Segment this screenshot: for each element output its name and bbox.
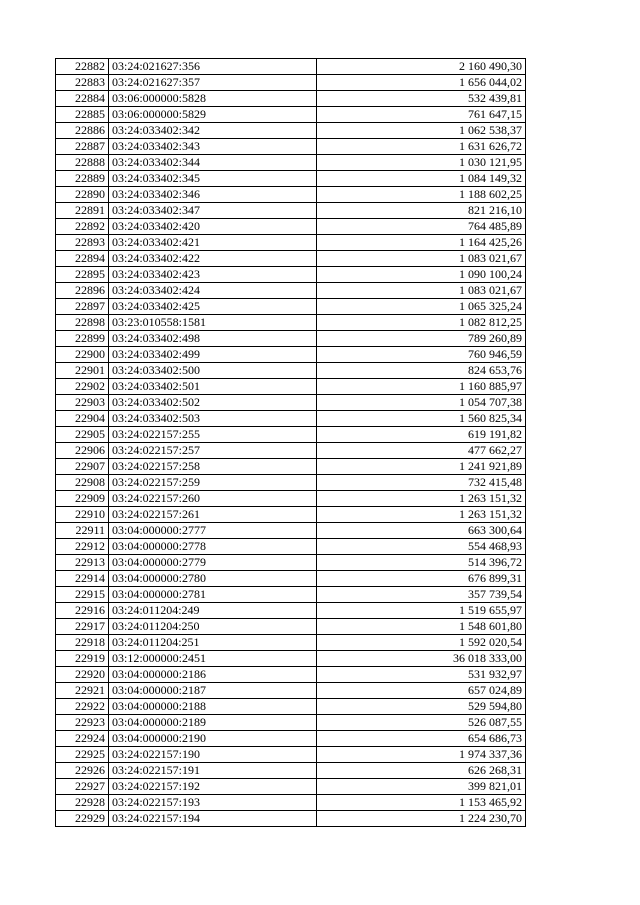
value-cell: 529 594,80	[317, 699, 526, 715]
value-cell: 1 164 425,26	[317, 235, 526, 251]
row-number-cell: 22911	[56, 523, 109, 539]
table-row	[56, 107, 526, 123]
table-row	[56, 155, 526, 171]
value-cell: 1 083 021,67	[317, 283, 526, 299]
row-number-cell: 22903	[56, 395, 109, 411]
table-row	[56, 667, 526, 683]
value-cell: 1 090 100,24	[317, 267, 526, 283]
row-number-cell: 22900	[56, 347, 109, 363]
value-cell: 357 739,54	[317, 587, 526, 603]
table-row	[56, 443, 526, 459]
row-number-cell: 22924	[56, 731, 109, 747]
row-number-cell: 22917	[56, 619, 109, 635]
cadastral-number-cell: 03:24:033402:500	[109, 363, 317, 379]
row-number-cell: 22925	[56, 747, 109, 763]
value-cell: 554 468,93	[317, 539, 526, 555]
cadastral-number-cell: 03:04:000000:2186	[109, 667, 317, 683]
table-row	[56, 363, 526, 379]
row-number-cell: 22902	[56, 379, 109, 395]
row-number-cell: 22920	[56, 667, 109, 683]
row-number-cell: 22923	[56, 715, 109, 731]
row-number-cell: 22886	[56, 123, 109, 139]
table-row	[56, 459, 526, 475]
value-cell: 1 263 151,32	[317, 507, 526, 523]
cadastral-number-cell: 03:06:000000:5828	[109, 91, 317, 107]
value-cell: 1 160 885,97	[317, 379, 526, 395]
cadastral-number-cell: 03:04:000000:2190	[109, 731, 317, 747]
cadastral-number-cell: 03:24:022157:192	[109, 779, 317, 795]
cadastral-number-cell: 03:24:033402:342	[109, 123, 317, 139]
table-row	[56, 651, 526, 667]
table-row	[56, 763, 526, 779]
value-cell: 1 263 151,32	[317, 491, 526, 507]
row-number-cell: 22918	[56, 635, 109, 651]
value-cell: 532 439,81	[317, 91, 526, 107]
row-number-cell: 22912	[56, 539, 109, 555]
value-cell: 760 946,59	[317, 347, 526, 363]
cadastral-number-cell: 03:24:022157:255	[109, 427, 317, 443]
table-row	[56, 539, 526, 555]
cadastral-number-cell: 03:24:022157:259	[109, 475, 317, 491]
value-cell: 36 018 333,00	[317, 651, 526, 667]
cadastral-number-cell: 03:24:033402:420	[109, 219, 317, 235]
table-row	[56, 187, 526, 203]
row-number-cell: 22885	[56, 107, 109, 123]
value-cell: 1 084 149,32	[317, 171, 526, 187]
row-number-cell: 22927	[56, 779, 109, 795]
value-cell: 1 560 825,34	[317, 411, 526, 427]
table-row	[56, 715, 526, 731]
cadastral-number-cell: 03:04:000000:2780	[109, 571, 317, 587]
value-cell: 1 519 655,97	[317, 603, 526, 619]
cadastral-number-cell: 03:24:033402:343	[109, 139, 317, 155]
row-number-cell: 22919	[56, 651, 109, 667]
value-cell: 663 300,64	[317, 523, 526, 539]
table-row	[56, 123, 526, 139]
table-row	[56, 59, 526, 75]
cadastral-number-cell: 03:24:033402:502	[109, 395, 317, 411]
row-number-cell: 22896	[56, 283, 109, 299]
cadastral-number-cell: 03:24:033402:499	[109, 347, 317, 363]
value-cell: 531 932,97	[317, 667, 526, 683]
data-table	[55, 58, 526, 827]
table-row	[56, 603, 526, 619]
table-row	[56, 491, 526, 507]
row-number-cell: 22909	[56, 491, 109, 507]
table-row	[56, 571, 526, 587]
cadastral-number-cell: 03:24:033402:503	[109, 411, 317, 427]
cadastral-number-cell: 03:24:033402:423	[109, 267, 317, 283]
cadastral-number-cell: 03:04:000000:2187	[109, 683, 317, 699]
value-cell: 764 485,89	[317, 219, 526, 235]
table-row	[56, 171, 526, 187]
value-cell: 1 062 538,37	[317, 123, 526, 139]
table-row	[56, 587, 526, 603]
row-number-cell: 22913	[56, 555, 109, 571]
row-number-cell: 22929	[56, 811, 109, 827]
table-row	[56, 75, 526, 91]
cadastral-number-cell: 03:23:010558:1581	[109, 315, 317, 331]
value-cell: 1 548 601,80	[317, 619, 526, 635]
value-cell: 526 087,55	[317, 715, 526, 731]
cadastral-number-cell: 03:24:011204:251	[109, 635, 317, 651]
table-body	[56, 59, 526, 827]
value-cell: 1 656 044,02	[317, 75, 526, 91]
cadastral-number-cell: 03:24:022157:261	[109, 507, 317, 523]
value-cell: 824 653,76	[317, 363, 526, 379]
table-row	[56, 699, 526, 715]
table-row	[56, 747, 526, 763]
row-number-cell: 22897	[56, 299, 109, 315]
table-row	[56, 315, 526, 331]
table-row	[56, 779, 526, 795]
value-cell: 1 082 812,25	[317, 315, 526, 331]
row-number-cell: 22883	[56, 75, 109, 91]
value-cell: 626 268,31	[317, 763, 526, 779]
row-number-cell: 22888	[56, 155, 109, 171]
cadastral-number-cell: 03:24:022157:260	[109, 491, 317, 507]
value-cell: 1 083 021,67	[317, 251, 526, 267]
table-row	[56, 731, 526, 747]
cadastral-number-cell: 03:24:022157:191	[109, 763, 317, 779]
row-number-cell: 22892	[56, 219, 109, 235]
row-number-cell: 22928	[56, 795, 109, 811]
value-cell: 477 662,27	[317, 443, 526, 459]
value-cell: 657 024,89	[317, 683, 526, 699]
value-cell: 1 974 337,36	[317, 747, 526, 763]
value-cell: 1 241 921,89	[317, 459, 526, 475]
table-row	[56, 219, 526, 235]
row-number-cell: 22906	[56, 443, 109, 459]
table-row	[56, 91, 526, 107]
cadastral-number-cell: 03:24:033402:498	[109, 331, 317, 347]
cadastral-number-cell: 03:24:022157:190	[109, 747, 317, 763]
row-number-cell: 22915	[56, 587, 109, 603]
cadastral-number-cell: 03:04:000000:2189	[109, 715, 317, 731]
row-number-cell: 22916	[56, 603, 109, 619]
value-cell: 2 160 490,30	[317, 59, 526, 75]
row-number-cell: 22884	[56, 91, 109, 107]
row-number-cell: 22882	[56, 59, 109, 75]
value-cell: 1 224 230,70	[317, 811, 526, 827]
cadastral-number-cell: 03:24:033402:344	[109, 155, 317, 171]
table-row	[56, 331, 526, 347]
cadastral-number-cell: 03:24:011204:249	[109, 603, 317, 619]
cadastral-number-cell: 03:04:000000:2188	[109, 699, 317, 715]
table-row	[56, 507, 526, 523]
cadastral-number-cell: 03:24:033402:424	[109, 283, 317, 299]
row-number-cell: 22895	[56, 267, 109, 283]
cadastral-number-cell: 03:24:033402:501	[109, 379, 317, 395]
cadastral-number-cell: 03:24:022157:258	[109, 459, 317, 475]
row-number-cell: 22905	[56, 427, 109, 443]
row-number-cell: 22887	[56, 139, 109, 155]
value-cell: 789 260,89	[317, 331, 526, 347]
cadastral-number-cell: 03:24:022157:193	[109, 795, 317, 811]
row-number-cell: 22921	[56, 683, 109, 699]
cadastral-number-cell: 03:04:000000:2781	[109, 587, 317, 603]
row-number-cell: 22922	[56, 699, 109, 715]
table-row	[56, 299, 526, 315]
cadastral-number-cell: 03:24:022157:194	[109, 811, 317, 827]
cadastral-number-cell: 03:24:033402:425	[109, 299, 317, 315]
table-row	[56, 203, 526, 219]
row-number-cell: 22898	[56, 315, 109, 331]
cadastral-number-cell: 03:24:021627:357	[109, 75, 317, 91]
cadastral-number-cell: 03:12:000000:2451	[109, 651, 317, 667]
table-row	[56, 555, 526, 571]
cadastral-number-cell: 03:24:022157:257	[109, 443, 317, 459]
value-cell: 732 415,48	[317, 475, 526, 491]
value-cell: 1 030 121,95	[317, 155, 526, 171]
value-cell: 676 899,31	[317, 571, 526, 587]
table-row	[56, 235, 526, 251]
row-number-cell: 22889	[56, 171, 109, 187]
value-cell: 1 054 707,38	[317, 395, 526, 411]
value-cell: 761 647,15	[317, 107, 526, 123]
value-cell: 1 065 325,24	[317, 299, 526, 315]
row-number-cell: 22891	[56, 203, 109, 219]
cadastral-number-cell: 03:04:000000:2777	[109, 523, 317, 539]
value-cell: 821 216,10	[317, 203, 526, 219]
cadastral-number-cell: 03:04:000000:2778	[109, 539, 317, 555]
table-row	[56, 395, 526, 411]
table-row	[56, 635, 526, 651]
table-row	[56, 683, 526, 699]
value-cell: 399 821,01	[317, 779, 526, 795]
cadastral-number-cell: 03:24:011204:250	[109, 619, 317, 635]
cadastral-number-cell: 03:24:033402:345	[109, 171, 317, 187]
table-row	[56, 427, 526, 443]
table-row	[56, 251, 526, 267]
table-row	[56, 379, 526, 395]
table-row	[56, 347, 526, 363]
cadastral-number-cell: 03:04:000000:2779	[109, 555, 317, 571]
row-number-cell: 22894	[56, 251, 109, 267]
row-number-cell: 22926	[56, 763, 109, 779]
cadastral-number-cell: 03:24:033402:347	[109, 203, 317, 219]
table-row	[56, 267, 526, 283]
table-row	[56, 475, 526, 491]
row-number-cell: 22914	[56, 571, 109, 587]
value-cell: 1 153 465,92	[317, 795, 526, 811]
row-number-cell: 22910	[56, 507, 109, 523]
table-row	[56, 811, 526, 827]
value-cell: 514 396,72	[317, 555, 526, 571]
row-number-cell: 22890	[56, 187, 109, 203]
table-row	[56, 523, 526, 539]
value-cell: 1 631 626,72	[317, 139, 526, 155]
cadastral-number-cell: 03:24:033402:422	[109, 251, 317, 267]
cadastral-number-cell: 03:06:000000:5829	[109, 107, 317, 123]
row-number-cell: 22907	[56, 459, 109, 475]
value-cell: 1 188 602,25	[317, 187, 526, 203]
table-row	[56, 411, 526, 427]
value-cell: 1 592 020,54	[317, 635, 526, 651]
table-row	[56, 139, 526, 155]
table-row	[56, 283, 526, 299]
row-number-cell: 22901	[56, 363, 109, 379]
cadastral-number-cell: 03:24:021627:356	[109, 59, 317, 75]
cadastral-number-cell: 03:24:033402:421	[109, 235, 317, 251]
table-row	[56, 795, 526, 811]
row-number-cell: 22893	[56, 235, 109, 251]
row-number-cell: 22904	[56, 411, 109, 427]
value-cell: 654 686,73	[317, 731, 526, 747]
cadastral-number-cell: 03:24:033402:346	[109, 187, 317, 203]
value-cell: 619 191,82	[317, 427, 526, 443]
row-number-cell: 22908	[56, 475, 109, 491]
table-row	[56, 619, 526, 635]
row-number-cell: 22899	[56, 331, 109, 347]
